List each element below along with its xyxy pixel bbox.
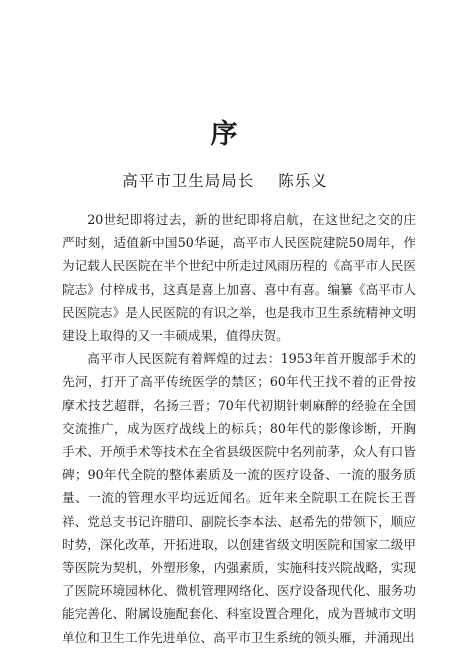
page-title: 序: [210, 119, 240, 150]
author-title: 高平市卫生局局长: [122, 172, 255, 190]
body-text: [62, 208, 416, 649]
paragraph-1: 20世纪即将过去，新的世纪即将启航，在这世纪之交的庄严时刻，适值新中国50华诞，高平市人民医院建院50周年，作为记载人民医院在半个世纪中所走过风雨历程的《高平市人民医院志》付梓成书，这真是喜上加喜、喜中有喜。编纂《高平市人民医院志》是人民医院的有识之举，也是我市卫生系统精神文明建设上取得的又一丰硕成果，值得庆贺。: [62, 212, 416, 344]
author-byline: [0, 170, 450, 192]
author-name: 陈乐义: [278, 172, 328, 190]
paragraph-2: 高平市人民医院有着辉煌的过去：1953年首开腹部手术的先河，打开了高平传统医学的禁区；60年代王找不着的正骨按摩术技艺超群，名扬三晋；70年代初期针刺麻醉的经验在全国交流推广，成为医疗战线上的标兵；80年代的影像诊断，开胸手术、开颅手术等技术在全省县级医院中名列前茅，众人有口皆碑；90年代全院的整体素质及一流的医疗设备、一流的服务质量、一流的管理水平均远近闻名。近年来全院职工在院长王晋祥、党总支书记许腊印、副院长李本法、赵希先的带领下，顺应时势，深化改革，开拓进取，以创建省级文明医院和国家二级甲等医院为契机，外塑形象，内强素质，实施科技兴院战略，实现了医院环境园林化、微机管理网络化、医疗设备现代化、服务功能完善化、附属设施配套化、科室设置合理化，成为晋城市文明单位和卫生工作先进单位、高平市卫生系统的领头雁，并涌现出: [62, 351, 416, 645]
